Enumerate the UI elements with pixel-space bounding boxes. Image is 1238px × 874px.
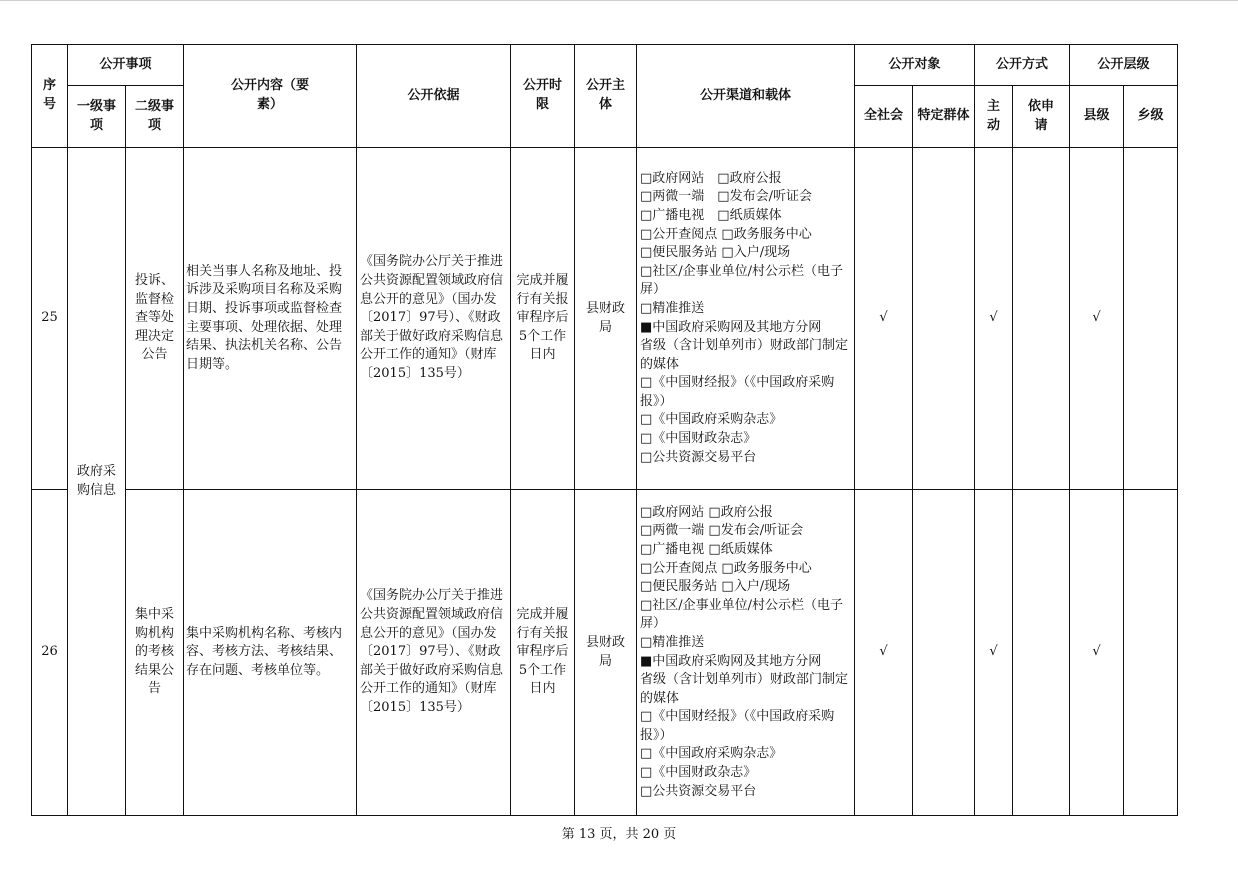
row-method-active: √ — [975, 148, 1013, 490]
header-items: 公开事项 — [68, 45, 184, 86]
header-basis: 公开依据 — [357, 45, 511, 148]
row-basis: 《国务院办公厅关于推进公共资源配置领域政府信息公开的意见》（国办发〔2017〕97号）、《财政部关于做好政府采购信息公开工作的通知》（财库〔2015〕135号） — [357, 490, 511, 816]
channel-item: □广播电视 □纸质媒体 — [640, 207, 782, 223]
row-level2: 投诉、监督检查等处理决定公告 — [126, 148, 184, 490]
row-target-group — [913, 490, 975, 816]
channel-item: □公共资源交易平台 — [640, 449, 757, 465]
header-method-apply: 依申请 — [1013, 86, 1070, 148]
channel-item: □社区/企事业单位/村公示栏（电子屏） — [640, 263, 844, 298]
channel-item: □广播电视 □纸质媒体 — [640, 541, 773, 557]
header-method: 公开方式 — [975, 45, 1070, 86]
channel-item: □便民服务站 □入户/现场 — [640, 579, 791, 595]
header-subject: 公开主体 — [575, 45, 637, 148]
channel-item: □两微一端 □发布会/听证会 — [640, 189, 812, 205]
header-level2: 二级事项 — [126, 86, 184, 148]
page-footer: 第 13 页，共 20 页 — [561, 827, 677, 842]
table-row — [32, 490, 1178, 816]
header-seq: 序号 — [32, 45, 68, 148]
header-content: 公开内容（要素） — [184, 45, 357, 148]
channel-item: 省级（含计划单列市）财政部门制定的媒体 — [640, 672, 849, 706]
row-level1: 政府采购信息 — [68, 148, 126, 816]
channel-item: □《中国财政杂志》 — [640, 765, 757, 781]
disclosure-table — [31, 44, 1178, 816]
header-level: 公开层级 — [1070, 45, 1178, 86]
row-level-county: √ — [1070, 490, 1124, 816]
row-method-apply — [1013, 490, 1070, 816]
row-target-all: √ — [855, 490, 913, 816]
header-target-group: 特定群体 — [913, 86, 975, 148]
row-method-active: √ — [975, 490, 1013, 816]
row-deadline: 完成并履行有关报审程序后5个工作日内 — [511, 148, 575, 490]
header-deadline: 公开时限 — [511, 45, 575, 148]
row-deadline: 完成并履行有关报审程序后5个工作日内 — [511, 490, 575, 816]
page-top-line — [0, 0, 1238, 1]
header-level1: 一级事项 — [68, 86, 126, 148]
channel-item: ■中国政府采购网及其地方分网 — [640, 653, 822, 669]
row-target-all: √ — [855, 148, 913, 490]
channel-item: □精准推送 — [640, 634, 705, 650]
row-content: 集中采购机构名称、考核内容、考核方法、考核结果、存在问题、考核单位等。 — [184, 490, 357, 816]
header-row-1 — [32, 45, 1178, 86]
channel-item: □社区/企事业单位/村公示栏（电子屏） — [640, 597, 844, 632]
channel-item: □公共资源交易平台 — [640, 783, 757, 799]
row-level2: 集中采购机构的考核结果公告 — [126, 490, 184, 816]
row-channels — [637, 148, 855, 490]
row-basis: 《国务院办公厅关于推进公共资源配置领域政府信息公开的意见》（国办发〔2017〕97号）、《财政部关于做好政府采购信息公开工作的通知》（财库〔2015〕135号） — [357, 148, 511, 490]
row-level-county: √ — [1070, 148, 1124, 490]
row-method-apply — [1013, 148, 1070, 490]
row-level-town — [1124, 148, 1178, 490]
channel-item: □政府网站 □政府公报 — [640, 170, 782, 186]
channel-item: 省级（含计划单列市）财政部门制定的媒体 — [640, 338, 849, 372]
row-channels — [637, 490, 855, 816]
channel-item: □《中国财经报》（《中国政府采购报》） — [640, 709, 835, 743]
channel-item: ■中国政府采购网及其地方分网 — [640, 319, 822, 335]
channel-item: □《中国财经报》（《中国政府采购报》） — [640, 375, 835, 409]
channel-item: □《中国政府采购杂志》 — [640, 412, 783, 428]
header-level-town: 乡级 — [1124, 86, 1178, 148]
header-channel: 公开渠道和载体 — [637, 45, 855, 148]
header-method-active: 主动 — [975, 86, 1013, 148]
channel-item: □政府网站 □政府公报 — [640, 504, 773, 520]
row-level-town — [1124, 490, 1178, 816]
channel-item: □《中国政府采购杂志》 — [640, 746, 783, 762]
row-target-group — [913, 148, 975, 490]
row-seq: 26 — [32, 490, 68, 816]
row-content: 相关当事人名称及地址、投诉涉及采购项目名称及采购日期、投诉事项或监督检查主要事项、处理依据、处理结果、执法机关名称、公告日期等。 — [184, 148, 357, 490]
channel-item: □公开查阅点 □政务服务中心 — [640, 560, 812, 576]
row-seq: 25 — [32, 148, 68, 490]
row-subject: 县财政局 — [575, 148, 637, 490]
channel-item: □精准推送 — [640, 300, 705, 316]
header-target: 公开对象 — [855, 45, 975, 86]
header-level-county: 县级 — [1070, 86, 1124, 148]
row-subject: 县财政局 — [575, 490, 637, 816]
channel-item: □两微一端 □发布会/听证会 — [640, 523, 804, 539]
header-target-all: 全社会 — [855, 86, 913, 148]
channel-item: □《中国财政杂志》 — [640, 431, 757, 447]
channel-item: □公开查阅点 □政务服务中心 — [640, 226, 812, 242]
channel-item: □便民服务站 □入户/现场 — [640, 245, 791, 261]
table-row — [32, 148, 1178, 490]
